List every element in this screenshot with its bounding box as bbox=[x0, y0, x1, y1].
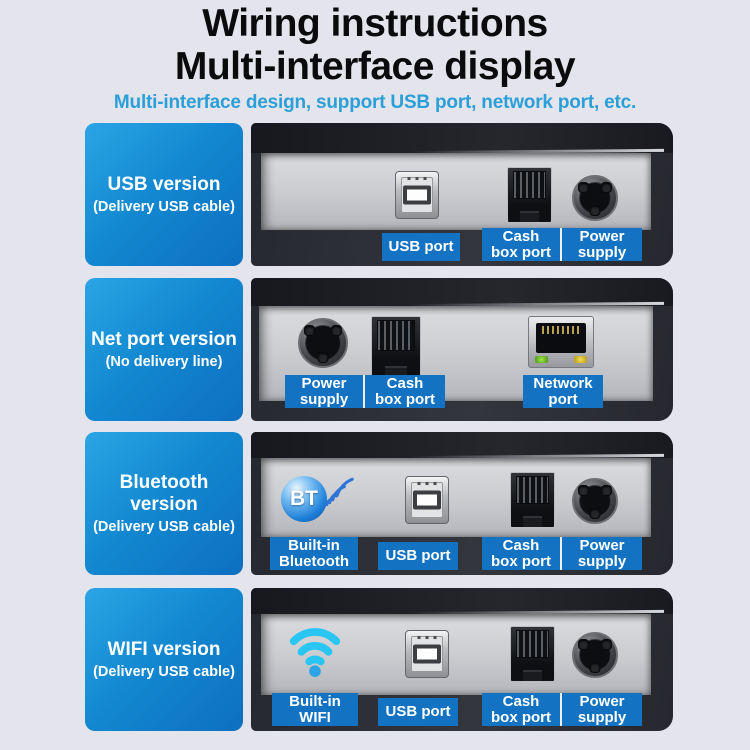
port-label-usb-port bbox=[378, 542, 458, 570]
port-label-network-port bbox=[523, 375, 603, 408]
page-subtitle: Multi-interface design, support USB port, network port, etc. bbox=[113, 92, 637, 113]
row-net-port-version bbox=[85, 278, 673, 421]
usb-port-slot bbox=[413, 645, 441, 664]
wifi-icon bbox=[286, 618, 344, 678]
rj11-tab bbox=[520, 213, 540, 222]
cash-drawer-port-icon bbox=[510, 472, 555, 528]
usb-port-slot bbox=[403, 186, 431, 205]
page-title-line2: Multi-interface display bbox=[174, 45, 576, 88]
usb-port-pins bbox=[426, 636, 429, 639]
port-label-text: supply bbox=[299, 390, 349, 408]
cash-drawer-port-icon bbox=[507, 167, 552, 223]
port-label-text: Cash bbox=[386, 375, 424, 392]
rj11-tab bbox=[523, 672, 543, 681]
port-label-text: Power bbox=[579, 693, 625, 710]
port-label-text: port bbox=[548, 390, 578, 408]
rj11-springs bbox=[516, 476, 549, 504]
rj11-springs bbox=[377, 320, 415, 351]
din-pin-hole bbox=[305, 326, 314, 335]
version-subtitle: (Delivery USB cable) bbox=[93, 664, 235, 680]
version-label-usb bbox=[85, 123, 243, 266]
version-label-bluetooth bbox=[85, 432, 243, 575]
port-label-text: USB port bbox=[388, 238, 454, 256]
port-label-built-in-bluetooth bbox=[270, 537, 358, 570]
port-label-cash-box bbox=[482, 693, 560, 726]
din-pin-hole bbox=[591, 509, 600, 518]
version-label-net-port bbox=[85, 278, 243, 421]
din-pin-hole bbox=[591, 663, 600, 672]
usb-b-port-icon bbox=[405, 476, 449, 524]
port-label-text: box port bbox=[491, 243, 551, 261]
port-label-text: Built-in bbox=[289, 693, 341, 710]
cash-drawer-port-icon bbox=[510, 626, 555, 682]
din-pin-hole bbox=[602, 183, 611, 192]
power-din-port-icon bbox=[572, 632, 618, 678]
port-label-text: Network bbox=[533, 375, 593, 392]
port-label-cash-box bbox=[482, 228, 560, 261]
version-subtitle: (Delivery USB cable) bbox=[93, 199, 235, 215]
port-label-text: supply bbox=[577, 708, 627, 726]
version-title: USB version bbox=[107, 174, 221, 195]
port-label-text: Bluetooth bbox=[279, 552, 349, 570]
port-label-usb-port bbox=[378, 698, 458, 726]
port-label-power-supply bbox=[562, 228, 642, 261]
port-label-text: Power bbox=[579, 228, 625, 245]
port-label-text: Built-in bbox=[288, 537, 340, 554]
usb-port-pins bbox=[426, 482, 429, 485]
din-pin-hole bbox=[579, 640, 588, 649]
port-label-power-supply bbox=[285, 375, 363, 408]
port-label-text: Power bbox=[301, 375, 347, 392]
power-din-port-icon bbox=[298, 318, 348, 368]
page-title-line1: Wiring instructions bbox=[202, 2, 548, 45]
row-bluetooth-version bbox=[85, 432, 673, 575]
port-label-text: WIFI bbox=[299, 708, 331, 726]
din-pin-hole bbox=[579, 183, 588, 192]
printer-top-edge bbox=[251, 432, 673, 458]
printer-back-photo-net bbox=[251, 278, 673, 421]
port-label-power-supply bbox=[562, 537, 642, 570]
rj45-gold-pins bbox=[542, 326, 580, 334]
rj11-tab bbox=[523, 518, 543, 527]
power-din-port-icon bbox=[572, 478, 618, 524]
printer-top-edge bbox=[251, 278, 673, 306]
bt-sphere: BT bbox=[281, 476, 327, 522]
port-label-text: Cash bbox=[502, 228, 540, 245]
usb-port-slot bbox=[413, 491, 441, 510]
din-pin-hole bbox=[319, 353, 328, 362]
printer-top-edge bbox=[251, 123, 673, 153]
din-pin-hole bbox=[602, 640, 611, 649]
din-pin-hole bbox=[602, 486, 611, 495]
port-label-power-supply bbox=[562, 693, 642, 726]
header bbox=[0, 2, 750, 114]
port-label-text: Cash bbox=[502, 537, 540, 554]
port-label-text: supply bbox=[577, 552, 627, 570]
wifi-waves-icon bbox=[286, 618, 344, 678]
bt-signal-waves-icon bbox=[323, 466, 357, 506]
port-label-cash-box bbox=[482, 537, 560, 570]
port-label-text: USB port bbox=[385, 547, 451, 565]
version-title: WIFI version bbox=[107, 639, 221, 660]
port-label-usb-port bbox=[382, 233, 460, 261]
port-label-text: USB port bbox=[385, 703, 451, 721]
rj45-led-green bbox=[535, 356, 548, 363]
port-label-text: Power bbox=[579, 537, 625, 554]
port-label-text: box port bbox=[375, 390, 435, 408]
power-din-port-icon bbox=[572, 175, 618, 221]
port-label-text: Cash bbox=[502, 693, 540, 710]
printer-top-edge bbox=[251, 588, 673, 614]
port-label-built-in-wifi bbox=[272, 693, 358, 726]
version-subtitle: (Delivery USB cable) bbox=[93, 519, 235, 535]
bluetooth-icon bbox=[281, 466, 357, 528]
rj45-led-yellow bbox=[574, 356, 587, 363]
rj11-springs bbox=[513, 171, 546, 199]
printer-back-photo-bluetooth bbox=[251, 432, 673, 575]
cash-drawer-port-icon bbox=[371, 316, 421, 378]
usb-b-port-icon bbox=[395, 171, 439, 219]
rj11-springs bbox=[516, 630, 549, 658]
port-label-cash-box bbox=[365, 375, 445, 408]
port-label-text: box port bbox=[491, 708, 551, 726]
version-title: Net port version bbox=[91, 329, 237, 350]
version-subtitle: (No delivery line) bbox=[105, 354, 223, 370]
row-wifi-version bbox=[85, 588, 673, 731]
din-pin-hole bbox=[591, 206, 600, 215]
version-title: Bluetooth version bbox=[119, 472, 209, 515]
row-usb-version bbox=[85, 123, 673, 266]
port-label-text: supply bbox=[577, 243, 627, 261]
usb-b-port-icon bbox=[405, 630, 449, 678]
usb-port-pins bbox=[416, 177, 419, 180]
printer-back-photo-usb bbox=[251, 123, 673, 266]
din-pin-hole bbox=[579, 486, 588, 495]
version-label-wifi bbox=[85, 588, 243, 731]
rj45-cavity bbox=[536, 323, 586, 353]
network-port-icon bbox=[528, 316, 594, 368]
printer-back-photo-wifi bbox=[251, 588, 673, 731]
port-label-text: box port bbox=[491, 552, 551, 570]
din-pin-hole bbox=[332, 326, 341, 335]
